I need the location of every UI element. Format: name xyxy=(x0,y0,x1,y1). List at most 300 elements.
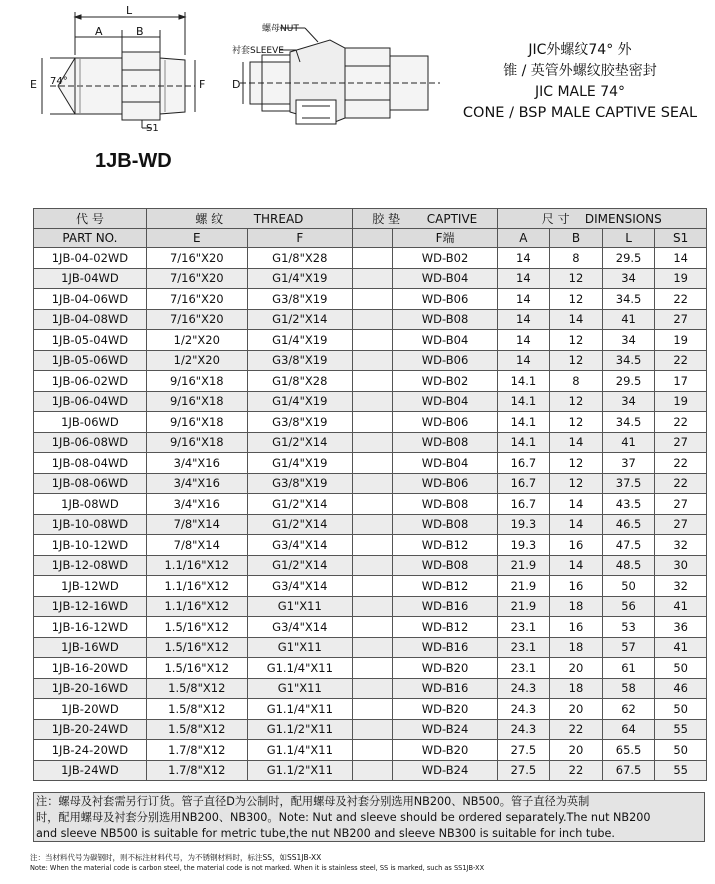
cell-captive: WD-B08 xyxy=(393,494,497,515)
cell-e: 3/4"X16 xyxy=(146,494,247,515)
cell-a: 16.7 xyxy=(497,494,550,515)
cell-a: 24.3 xyxy=(497,699,550,720)
cell-a: 24.3 xyxy=(497,678,550,699)
cell-f: G1/4"X19 xyxy=(247,268,352,289)
table-row xyxy=(34,289,707,310)
cell-f: G1/4"X19 xyxy=(247,330,352,351)
cell-a: 16.7 xyxy=(497,473,550,494)
cell-e: 7/16"X20 xyxy=(146,248,247,269)
cell-blank xyxy=(352,760,393,781)
cell-part: 1JB-05-04WD xyxy=(34,330,147,351)
cell-a: 27.5 xyxy=(497,760,550,781)
cell-l: 56 xyxy=(602,596,655,617)
cell-s1: 41 xyxy=(655,596,707,617)
cell-b: 12 xyxy=(550,350,603,371)
table-row xyxy=(34,535,707,556)
cell-part: 1JB-16-20WD xyxy=(34,658,147,679)
cell-e: 7/8"X14 xyxy=(146,535,247,556)
cell-f: G1/4"X19 xyxy=(247,391,352,412)
cell-part: 1JB-06-02WD xyxy=(34,371,147,392)
cell-a: 21.9 xyxy=(497,596,550,617)
cell-a: 14 xyxy=(497,350,550,371)
cell-b: 16 xyxy=(550,617,603,638)
table-row xyxy=(34,637,707,658)
cell-captive: WD-B02 xyxy=(393,248,497,269)
header-f: F xyxy=(247,228,352,248)
cell-b: 18 xyxy=(550,678,603,699)
title-line-3: JIC MALE 74° xyxy=(534,84,626,100)
cell-l: 43.5 xyxy=(602,494,655,515)
cell-blank xyxy=(352,596,393,617)
label-sleeve: 衬套SLEEVE xyxy=(232,46,284,56)
cell-e: 1.5/16"X12 xyxy=(146,617,247,638)
cell-e: 1.5/8"X12 xyxy=(146,699,247,720)
cell-blank xyxy=(352,391,393,412)
cell-s1: 17 xyxy=(655,371,707,392)
cell-l: 57 xyxy=(602,637,655,658)
cell-e: 1/2"X20 xyxy=(146,350,247,371)
cell-b: 16 xyxy=(550,576,603,597)
title-line-1: JIC外螺纹74° 外 xyxy=(528,42,632,58)
cell-part: 1JB-06-08WD xyxy=(34,432,147,453)
title-line-4: CONE / BSP MALE CAPTIVE SEAL xyxy=(462,105,698,121)
cell-l: 50 xyxy=(602,576,655,597)
label-a: A xyxy=(95,25,103,38)
cell-f: G3/8"X19 xyxy=(247,473,352,494)
cell-a: 14.1 xyxy=(497,371,550,392)
cell-e: 1.5/16"X12 xyxy=(146,658,247,679)
cell-part: 1JB-06WD xyxy=(34,412,147,433)
header-captive xyxy=(352,209,497,229)
cell-a: 19.3 xyxy=(497,535,550,556)
label-l: L xyxy=(126,4,133,17)
cell-blank xyxy=(352,432,393,453)
cell-captive: WD-B06 xyxy=(393,289,497,310)
cell-s1: 19 xyxy=(655,330,707,351)
cell-blank xyxy=(352,473,393,494)
cell-blank xyxy=(352,248,393,269)
cell-b: 14 xyxy=(550,432,603,453)
cell-l: 29.5 xyxy=(602,248,655,269)
cell-part: 1JB-20WD xyxy=(34,699,147,720)
cell-captive: WD-B20 xyxy=(393,699,497,720)
cell-e: 1.5/16"X12 xyxy=(146,637,247,658)
cell-blank xyxy=(352,719,393,740)
header-captive-en: CAPTIVE xyxy=(426,211,478,226)
cell-s1: 22 xyxy=(655,412,707,433)
cell-s1: 55 xyxy=(655,760,707,781)
cell-b: 8 xyxy=(550,371,603,392)
cell-s1: 55 xyxy=(655,719,707,740)
cell-blank xyxy=(352,678,393,699)
label-b: B xyxy=(136,25,144,38)
header-dim-en: DIMENSIONS xyxy=(584,211,662,226)
cell-captive: WD-B20 xyxy=(393,740,497,761)
note-box xyxy=(33,792,705,842)
cell-s1: 41 xyxy=(655,637,707,658)
cell-part: 1JB-24-20WD xyxy=(34,740,147,761)
cell-captive: WD-B24 xyxy=(393,760,497,781)
cell-l: 62 xyxy=(602,699,655,720)
cell-b: 12 xyxy=(550,330,603,351)
cell-captive: WD-B16 xyxy=(393,678,497,699)
cell-part: 1JB-08-04WD xyxy=(34,453,147,474)
cell-part: 1JB-10-12WD xyxy=(34,535,147,556)
table-row xyxy=(34,760,707,781)
cell-captive: WD-B24 xyxy=(393,719,497,740)
cell-f: G3/8"X19 xyxy=(247,412,352,433)
cell-l: 34.5 xyxy=(602,412,655,433)
cell-blank xyxy=(352,412,393,433)
cell-s1: 22 xyxy=(655,473,707,494)
table-row xyxy=(34,719,707,740)
cell-blank xyxy=(352,617,393,638)
cell-s1: 27 xyxy=(655,309,707,330)
cell-captive: WD-B12 xyxy=(393,576,497,597)
cell-part: 1JB-05-06WD xyxy=(34,350,147,371)
cell-a: 27.5 xyxy=(497,740,550,761)
cell-f: G3/4"X14 xyxy=(247,576,352,597)
cell-b: 22 xyxy=(550,760,603,781)
cell-captive: WD-B04 xyxy=(393,268,497,289)
table-row xyxy=(34,494,707,515)
cell-b: 12 xyxy=(550,473,603,494)
note-line-1: 注：螺母及衬套需另行订货。管子直径D为公制时，配用螺母及衬套分别选用NB200、NB500。管子直径为英制 xyxy=(36,795,590,808)
cell-l: 41 xyxy=(602,432,655,453)
cell-l: 61 xyxy=(602,658,655,679)
cell-captive: WD-B12 xyxy=(393,535,497,556)
label-nut: 螺母NUT xyxy=(262,24,299,34)
table-row xyxy=(34,658,707,679)
cell-blank xyxy=(352,453,393,474)
table-row xyxy=(34,555,707,576)
cell-s1: 27 xyxy=(655,432,707,453)
cell-blank xyxy=(352,658,393,679)
cell-l: 64 xyxy=(602,719,655,740)
cell-s1: 36 xyxy=(655,617,707,638)
fitting-drawings xyxy=(0,0,450,150)
cell-e: 1.1/16"X12 xyxy=(146,596,247,617)
table-row xyxy=(34,350,707,371)
cell-a: 14.1 xyxy=(497,432,550,453)
table-row xyxy=(34,309,707,330)
table-row xyxy=(34,596,707,617)
cell-s1: 19 xyxy=(655,391,707,412)
cell-a: 21.9 xyxy=(497,576,550,597)
cell-f: G1/8"X28 xyxy=(247,371,352,392)
table-row xyxy=(34,330,707,351)
cell-a: 23.1 xyxy=(497,617,550,638)
cell-f: G1/2"X14 xyxy=(247,514,352,535)
table-row xyxy=(34,268,707,289)
footer-note-en: Note: When the material code is carbon steel, the material code is not marked. When it is stainless steel, SS is marked, such as SS1JB-XX xyxy=(30,864,485,872)
cell-f: G1.1/4"X11 xyxy=(247,658,352,679)
cell-b: 18 xyxy=(550,637,603,658)
cell-f: G1/2"X14 xyxy=(247,309,352,330)
cell-a: 14 xyxy=(497,248,550,269)
cell-l: 34 xyxy=(602,330,655,351)
cell-captive: WD-B06 xyxy=(393,350,497,371)
cell-part: 1JB-04WD xyxy=(34,268,147,289)
cell-part: 1JB-12-08WD xyxy=(34,555,147,576)
cell-f: G3/8"X19 xyxy=(247,289,352,310)
table-header-row-1 xyxy=(34,209,707,229)
cell-b: 12 xyxy=(550,391,603,412)
cell-a: 23.1 xyxy=(497,637,550,658)
cell-b: 12 xyxy=(550,453,603,474)
header-part-cn: 代 号 xyxy=(34,209,147,229)
cell-e: 1.1/16"X12 xyxy=(146,576,247,597)
cell-captive: WD-B06 xyxy=(393,473,497,494)
cell-captive: WD-B12 xyxy=(393,617,497,638)
cell-a: 16.7 xyxy=(497,453,550,474)
cell-blank xyxy=(352,535,393,556)
cell-a: 14 xyxy=(497,289,550,310)
cell-f: G1/2"X14 xyxy=(247,555,352,576)
table-row xyxy=(34,473,707,494)
table-row xyxy=(34,576,707,597)
header-a: A xyxy=(497,228,550,248)
title-line-2: 锥 / 英管外螺纹胶垫密封 xyxy=(503,63,657,79)
table-row xyxy=(34,514,707,535)
cell-captive: WD-B06 xyxy=(393,412,497,433)
cell-s1: 27 xyxy=(655,494,707,515)
cell-f: G1"X11 xyxy=(247,596,352,617)
header-dimensions xyxy=(497,209,706,229)
cell-captive: WD-B08 xyxy=(393,432,497,453)
cell-blank xyxy=(352,309,393,330)
cell-b: 18 xyxy=(550,596,603,617)
cell-part: 1JB-08-06WD xyxy=(34,473,147,494)
cell-blank xyxy=(352,494,393,515)
cell-s1: 22 xyxy=(655,289,707,310)
cell-b: 14 xyxy=(550,555,603,576)
cell-part: 1JB-10-08WD xyxy=(34,514,147,535)
header-dim-cn: 尺 寸 xyxy=(541,211,570,226)
cell-blank xyxy=(352,740,393,761)
cell-l: 34 xyxy=(602,391,655,412)
cell-s1: 19 xyxy=(655,268,707,289)
cell-part: 1JB-20-24WD xyxy=(34,719,147,740)
header-captive-cn: 胶 垫 xyxy=(372,211,401,226)
cell-a: 14 xyxy=(497,268,550,289)
cell-blank xyxy=(352,330,393,351)
cell-captive: WD-B16 xyxy=(393,596,497,617)
cell-part: 1JB-16WD xyxy=(34,637,147,658)
cell-s1: 32 xyxy=(655,535,707,556)
cell-l: 34.5 xyxy=(602,350,655,371)
cell-part: 1JB-12-16WD xyxy=(34,596,147,617)
header-part-en: PART NO. xyxy=(34,228,147,248)
cell-blank xyxy=(352,576,393,597)
cell-f: G1"X11 xyxy=(247,678,352,699)
cell-a: 14.1 xyxy=(497,391,550,412)
cell-s1: 46 xyxy=(655,678,707,699)
cell-f: G3/4"X14 xyxy=(247,617,352,638)
table-row xyxy=(34,678,707,699)
cell-e: 1.7/8"X12 xyxy=(146,740,247,761)
cell-e: 3/4"X16 xyxy=(146,453,247,474)
cell-blank xyxy=(352,555,393,576)
cell-a: 24.3 xyxy=(497,719,550,740)
cell-l: 65.5 xyxy=(602,740,655,761)
table-row xyxy=(34,391,707,412)
cell-captive: WD-B04 xyxy=(393,391,497,412)
cell-f: G3/8"X19 xyxy=(247,350,352,371)
cell-l: 53 xyxy=(602,617,655,638)
product-title xyxy=(450,40,710,124)
cell-blank xyxy=(352,637,393,658)
cell-l: 58 xyxy=(602,678,655,699)
cell-l: 67.5 xyxy=(602,760,655,781)
cell-f: G1.1/2"X11 xyxy=(247,760,352,781)
cell-e: 9/16"X18 xyxy=(146,371,247,392)
note-line-2: 时，配用螺母及衬套分别选用NB200、NB300。Note: Nut and sleeve should be ordered separately.The nut NB200 xyxy=(36,811,651,824)
cell-e: 9/16"X18 xyxy=(146,412,247,433)
header-e: E xyxy=(146,228,247,248)
cell-f: G1/8"X28 xyxy=(247,248,352,269)
note-line-3: and sleeve NB500 is suitable for metric tube,the nut NB200 and sleeve NB300 is suitable for inch tube. xyxy=(36,827,615,840)
cell-a: 14.1 xyxy=(497,412,550,433)
table-row xyxy=(34,248,707,269)
cell-part: 1JB-08WD xyxy=(34,494,147,515)
label-f: F xyxy=(199,78,206,91)
cell-f: G1.1/2"X11 xyxy=(247,719,352,740)
cell-b: 14 xyxy=(550,309,603,330)
cell-e: 3/4"X16 xyxy=(146,473,247,494)
cell-captive: WD-B04 xyxy=(393,453,497,474)
cell-l: 34 xyxy=(602,268,655,289)
cell-part: 1JB-20-16WD xyxy=(34,678,147,699)
cell-b: 12 xyxy=(550,412,603,433)
cell-l: 47.5 xyxy=(602,535,655,556)
table-row xyxy=(34,699,707,720)
cell-b: 12 xyxy=(550,268,603,289)
cell-b: 16 xyxy=(550,535,603,556)
header-l: L xyxy=(602,228,655,248)
table-row xyxy=(34,740,707,761)
table-row xyxy=(34,412,707,433)
cell-e: 7/16"X20 xyxy=(146,289,247,310)
label-d: D xyxy=(232,78,241,91)
table-row xyxy=(34,453,707,474)
cell-captive: WD-B08 xyxy=(393,555,497,576)
header-thread-en: THREAD xyxy=(253,211,304,226)
cell-b: 20 xyxy=(550,658,603,679)
cell-e: 7/16"X20 xyxy=(146,268,247,289)
cell-blank xyxy=(352,371,393,392)
cell-captive: WD-B02 xyxy=(393,371,497,392)
cell-part: 1JB-16-12WD xyxy=(34,617,147,638)
label-s1: S1 xyxy=(146,123,159,134)
header-s1: S1 xyxy=(655,228,707,248)
cell-s1: 32 xyxy=(655,576,707,597)
header-blank xyxy=(352,228,393,248)
cell-f: G1.1/4"X11 xyxy=(247,740,352,761)
cell-s1: 22 xyxy=(655,453,707,474)
cell-s1: 50 xyxy=(655,740,707,761)
cell-f: G1.1/4"X11 xyxy=(247,699,352,720)
cell-part: 1JB-24WD xyxy=(34,760,147,781)
cell-e: 7/8"X14 xyxy=(146,514,247,535)
cell-captive: WD-B08 xyxy=(393,514,497,535)
header-thread xyxy=(146,209,352,229)
model-code: 1JB-WD xyxy=(95,150,172,172)
footer-note-cn: 注：当材料代号为碳钢时，则不标注材料代号，为不锈钢材料时，标注SS，如SS1JB-XX xyxy=(30,853,322,862)
cell-a: 23.1 xyxy=(497,658,550,679)
label-e: E xyxy=(30,78,37,91)
table-row xyxy=(34,432,707,453)
cell-b: 20 xyxy=(550,699,603,720)
cell-part: 1JB-06-04WD xyxy=(34,391,147,412)
cell-s1: 27 xyxy=(655,514,707,535)
cell-part: 1JB-04-08WD xyxy=(34,309,147,330)
fitting-side-view xyxy=(42,12,195,128)
cell-f: G1/2"X14 xyxy=(247,432,352,453)
header-thread-cn: 螺 纹 xyxy=(195,211,224,226)
cell-blank xyxy=(352,514,393,535)
cell-f: G3/4"X14 xyxy=(247,535,352,556)
cell-captive: WD-B16 xyxy=(393,637,497,658)
cell-s1: 22 xyxy=(655,350,707,371)
cell-blank xyxy=(352,699,393,720)
cell-l: 41 xyxy=(602,309,655,330)
label-angle: 74° xyxy=(50,76,68,87)
cell-part: 1JB-04-02WD xyxy=(34,248,147,269)
table-row xyxy=(34,371,707,392)
cell-f: G1"X11 xyxy=(247,637,352,658)
cell-e: 1.5/8"X12 xyxy=(146,678,247,699)
cell-part: 1JB-04-06WD xyxy=(34,289,147,310)
cell-e: 1.1/16"X12 xyxy=(146,555,247,576)
header-b: B xyxy=(550,228,603,248)
table-header-row-2 xyxy=(34,228,707,248)
cell-l: 46.5 xyxy=(602,514,655,535)
cell-blank xyxy=(352,350,393,371)
cell-e: 7/16"X20 xyxy=(146,309,247,330)
cell-l: 37.5 xyxy=(602,473,655,494)
cell-e: 9/16"X18 xyxy=(146,391,247,412)
cell-e: 9/16"X18 xyxy=(146,432,247,453)
cell-s1: 14 xyxy=(655,248,707,269)
table-row xyxy=(34,617,707,638)
cell-b: 22 xyxy=(550,719,603,740)
cell-b: 12 xyxy=(550,289,603,310)
cell-e: 1.7/8"X12 xyxy=(146,760,247,781)
cell-l: 48.5 xyxy=(602,555,655,576)
cell-a: 21.9 xyxy=(497,555,550,576)
spec-table xyxy=(33,208,707,781)
cell-captive: WD-B04 xyxy=(393,330,497,351)
cell-b: 14 xyxy=(550,514,603,535)
cell-b: 20 xyxy=(550,740,603,761)
cell-s1: 30 xyxy=(655,555,707,576)
cell-blank xyxy=(352,268,393,289)
cell-captive: WD-B20 xyxy=(393,658,497,679)
cell-a: 14 xyxy=(497,309,550,330)
cell-a: 19.3 xyxy=(497,514,550,535)
cell-f: G1/4"X19 xyxy=(247,453,352,474)
cell-l: 37 xyxy=(602,453,655,474)
cell-s1: 50 xyxy=(655,658,707,679)
cell-s1: 50 xyxy=(655,699,707,720)
header-f-end: F端 xyxy=(393,228,497,248)
cell-e: 1/2"X20 xyxy=(146,330,247,351)
cell-b: 8 xyxy=(550,248,603,269)
cell-blank xyxy=(352,289,393,310)
cell-part: 1JB-12WD xyxy=(34,576,147,597)
cell-e: 1.5/8"X12 xyxy=(146,719,247,740)
